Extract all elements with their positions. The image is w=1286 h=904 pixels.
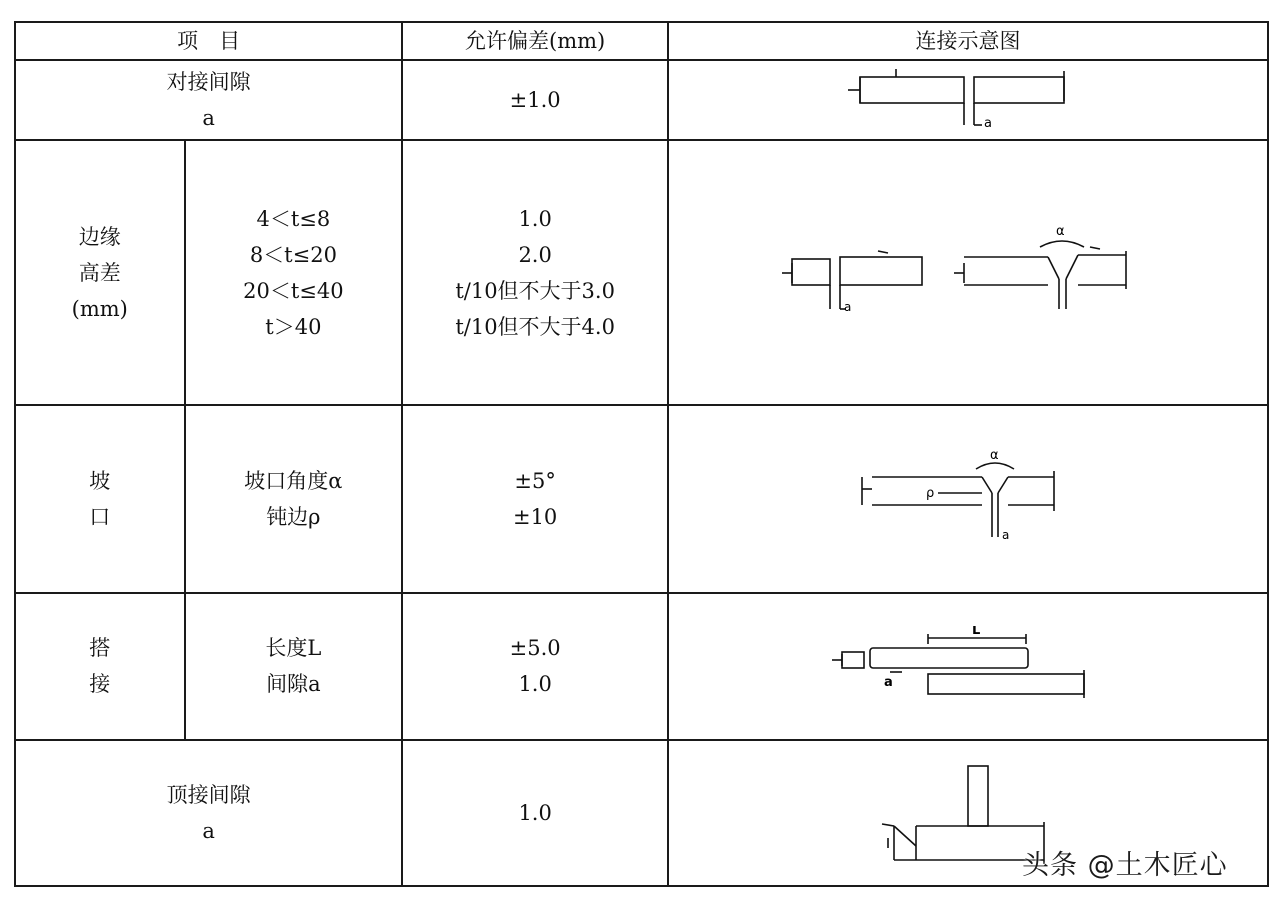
cell-tee-gap-tolerance: 1.0 — [402, 740, 668, 886]
edge-diff-range-1: 4＜t≤8 — [256, 206, 331, 231]
bevel-label-a: a — [1002, 528, 1010, 543]
tolerance-table — [14, 21, 1269, 887]
edge-diff-label-1: 边缘 — [78, 224, 121, 249]
cell-bevel-diagram — [668, 405, 1268, 593]
cell-lap-sub — [185, 593, 403, 739]
edge-diff-range-2: 8＜t≤20 — [249, 242, 337, 267]
edge-diff-range-3: 20＜t≤40 — [243, 278, 344, 303]
cell-bevel-item — [15, 405, 185, 593]
row-lap — [15, 593, 1268, 739]
bevel-label-1: 坡 — [89, 469, 111, 494]
cell-tee-gap-item — [15, 740, 402, 886]
cell-bevel-tolerance — [402, 405, 668, 593]
bevel-tol-1: ±5° — [514, 469, 556, 494]
bevel-label-p: ρ — [926, 486, 935, 502]
edge-diff-unit: (mm) — [71, 296, 128, 321]
cell-butt-gap-item — [15, 60, 402, 140]
edge-diff-range-4: t＞40 — [265, 314, 322, 339]
edge-diff-diagram — [778, 223, 1158, 323]
cell-bevel-sub — [185, 405, 403, 593]
tee-gap-symbol: a — [202, 818, 215, 843]
butt-gap-diagram-label: a — [984, 116, 992, 132]
cell-butt-gap-diagram — [668, 60, 1268, 140]
row-bevel — [15, 405, 1268, 593]
edge-diff-label-a: a — [844, 299, 852, 314]
header-diagram: 连接示意图 — [668, 22, 1268, 60]
butt-gap-label: 对接间隙 — [166, 70, 251, 95]
row-edge-diff — [15, 140, 1268, 405]
lap-gap: 间隙a — [266, 672, 321, 697]
watermark: 头条 @土木匠心 — [1022, 850, 1228, 881]
cell-edge-diff-diagram — [668, 140, 1268, 405]
edge-diff-label-2: 高差 — [78, 260, 121, 285]
header-item: 项 目 — [15, 22, 402, 60]
cell-edge-diff-tolerance — [402, 140, 668, 405]
lap-tol-2: 1.0 — [518, 672, 552, 697]
bevel-label-2: 口 — [89, 505, 111, 530]
lap-tol-1: ±5.0 — [509, 636, 561, 661]
butt-gap-diagram — [838, 65, 1098, 135]
row-butt-gap — [15, 60, 1268, 140]
cell-lap-diagram — [668, 593, 1268, 739]
butt-gap-symbol: a — [202, 106, 215, 131]
lap-label-L: L — [972, 626, 981, 639]
cell-butt-gap-tolerance: ±1.0 — [402, 60, 668, 140]
lap-length: 长度L — [265, 636, 322, 661]
lap-label-1: 搭 — [89, 636, 111, 661]
tee-gap-label: 顶接间隙 — [166, 782, 251, 807]
bevel-tol-2: ±10 — [512, 505, 558, 530]
edge-diff-tol-1: 1.0 — [518, 206, 552, 231]
edge-diff-tol-4: t/10但不大于4.0 — [455, 314, 615, 339]
header-tolerance: 允许偏差(mm) — [402, 22, 668, 60]
cell-edge-diff-item — [15, 140, 185, 405]
lap-label-a: a — [884, 675, 893, 691]
bevel-blunt-edge: 钝边ρ — [266, 505, 321, 530]
cell-edge-diff-sub — [185, 140, 403, 405]
cell-lap-tolerance — [402, 593, 668, 739]
lap-label-2: 接 — [89, 672, 111, 697]
header-row — [15, 22, 1268, 60]
edge-diff-tol-2: 2.0 — [518, 242, 552, 267]
edge-diff-tol-3: t/10但不大于3.0 — [455, 278, 615, 303]
bevel-label-alpha: α — [990, 449, 999, 464]
edge-diff-label-alpha: α — [1056, 223, 1065, 239]
cell-lap-item — [15, 593, 185, 739]
bevel-diagram — [858, 449, 1078, 549]
bevel-angle: 坡口角度α — [244, 469, 343, 494]
lap-diagram — [828, 626, 1108, 706]
